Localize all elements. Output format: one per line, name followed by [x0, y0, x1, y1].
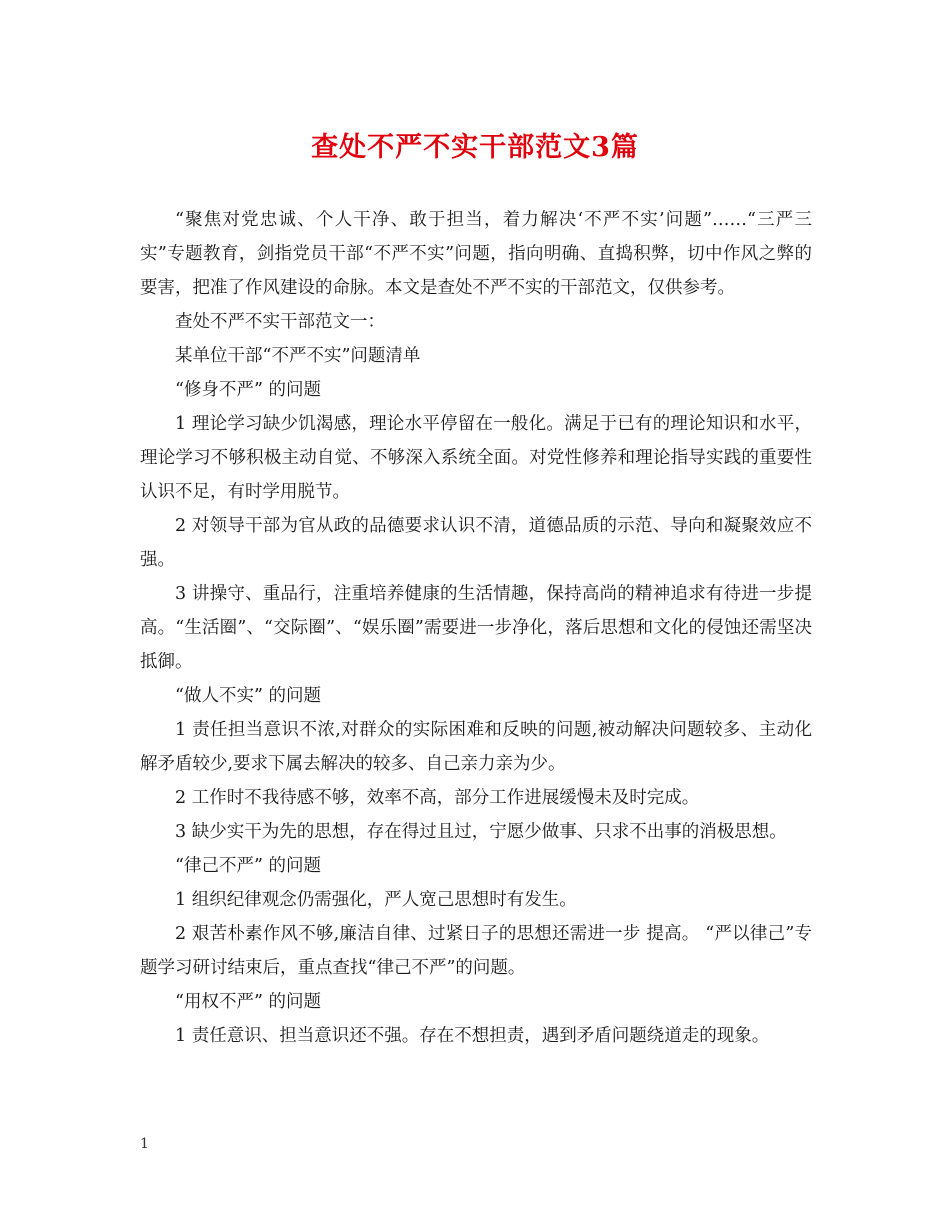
list-item: 2 对领导干部为官从政的品德要求认识不清，道德品质的示范、导向和凝聚效应不强。	[140, 516, 812, 570]
paragraph-sample-one-heading: 查处不严不实干部范文一：	[175, 312, 385, 332]
list-item: 2 艰苦朴素作风不够,廉洁自律、过紧日子的思想还需进一步 提高。 “严以律己”专题学习研讨结束后，重点查找“律己不严”的问题。	[140, 924, 812, 978]
page-number: 1	[140, 1136, 149, 1152]
document-body	[140, 203, 812, 1053]
document-title: 查处不严不实干部范文3篇	[311, 132, 639, 163]
section-heading-self-discipline: “律己不严” 的问题	[175, 856, 321, 876]
section-heading-use-of-power: “用权不严” 的问题	[175, 992, 321, 1012]
list-item: 1 责任担当意识不浓,对群众的实际困难和反映的问题,被动解决问题较多、主动化解矛盾较少,要求下属去解决的较多、自己亲力亲为少。	[140, 720, 812, 774]
list-item: 1 理论学习缺少饥渴感，理论水平停留在一般化。满足于已有的理论知识和水平，理论学习不够积极主动自觉、不够深入系统全面。对党性修养和理论指导实践的重要性认识不足，有时学用脱节。	[140, 414, 812, 502]
list-item: 1 组织纪律观念仍需强化，严人宽己思想时有发生。	[175, 890, 577, 910]
list-item: 3 缺少实干为先的思想，存在得过且过，宁愿少做事、只求不出事的消极思想。	[175, 822, 787, 842]
list-item: 2 工作时不我待感不够，效率不高，部分工作进展缓慢未及时完成。	[175, 788, 700, 808]
section-heading-self-cultivation: “修身不严” 的问题	[175, 380, 321, 400]
section-heading-conduct: “做人不实” 的问题	[175, 686, 321, 706]
list-item: 3 讲操守、重品行，注重培养健康的生活情趣，保持高尚的精神追求有待进一步提高。“生活圈”、“交际圈”、“娱乐圈”需要进一步净化，落后思想和文化的侵蚀还需坚决抵御。	[140, 584, 812, 672]
list-item: 1 责任意识、担当意识还不强。存在不想担责，遇到矛盾问题绕道走的现象。	[175, 1026, 770, 1046]
paragraph-intro: “聚焦对党忠诚、个人干净、敢于担当，着力解决‘不严不实’问题”……“三严三实”专题教育，剑指党员干部“不严不实”问题，指向明确、直捣积弊，切中作风之弊的要害，把准了作风建设的命脉。本文是查处不严不实的干部范文，仅供参考。	[140, 210, 812, 298]
paragraph-issue-list-heading: 某单位干部“不严不实”问题清单	[175, 346, 421, 366]
